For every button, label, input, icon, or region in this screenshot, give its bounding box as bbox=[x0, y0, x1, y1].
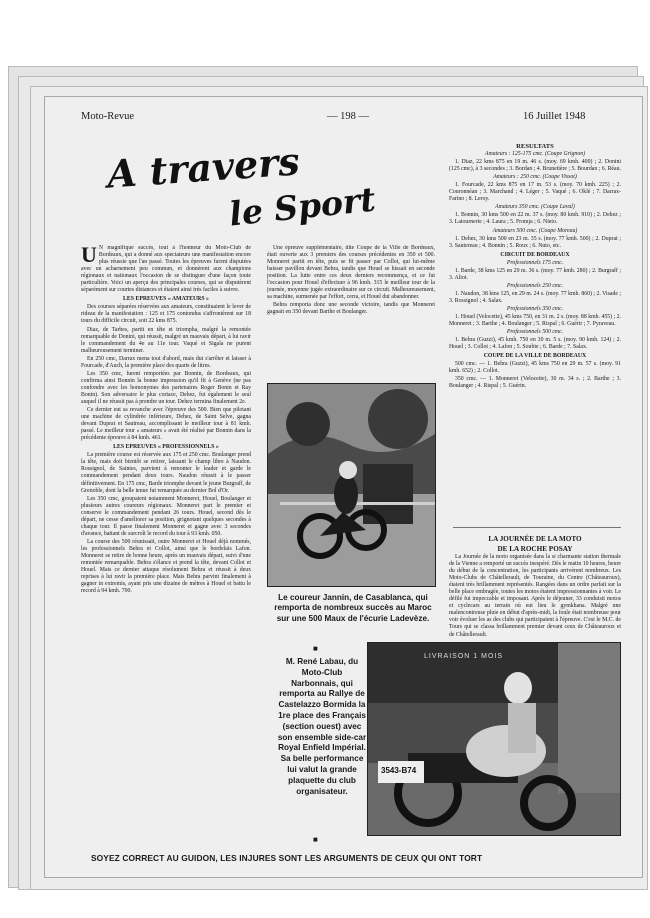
paragraph: Une épreuve supplémentaire, dite Coupe de la Ville de Bordeaux, était ouverte aux 3 premiers des courses précédentes en 350 et 500. Monneret partit en tête, puis se fit passer par Collot, qui lui-même baisser pavillon devant Behra, tandis que Houel se hissait en seconde position. La lutte entre ces deux derniers recommença, et ce fut l'occasion pour Houel d'effectuer à 96 kmh. 315 le meilleur tour de la journée, moyenne jugée extraordinaire sur ce circuit. Malheureusement, sa machine, surmenée par l'effort, cerra, et Houel dut abandonner. bbox=[267, 245, 435, 301]
results-line: 1. Barde, 38 kms 125 en 29 m. 36 s. (moy. 77 kmh. 280) ; 2. Burgraff ; 3. Aliot. bbox=[449, 267, 621, 281]
page-number: — 198 — bbox=[327, 111, 369, 122]
caption-bullet-end: ■ bbox=[313, 835, 318, 844]
results-title: RESULTATS bbox=[516, 143, 554, 150]
results-category: Professionnels 250 cmc. bbox=[506, 282, 564, 289]
sidecar-photo-caption: M. René Labau, du Moto-Club Narbonnais, qui remporta au Rallye de Castelazzo Bormida la 1re place des Français (section ouest) avec son ensemble side-car Royal Enfield Impérial. Sa belle performance lui valut la grande plaquette du club organisateur. bbox=[277, 657, 367, 796]
results-line: 350 cmc. — 1. Monneret (Velocette), 30 m. 34 s. ; 2. Barthe ; 3. Boulanger ; 4. Rispal ; 5. Guérin. bbox=[449, 376, 621, 390]
results-section-heading: COUPE DE LA VILLE DE BORDEAUX bbox=[483, 353, 587, 360]
results-line: 1. Fourcade, 22 kms 875 en 17 m. 53 s. (moy. 70 kmh. 225) ; 2. Couronnéan ; 3. Marchand ; 4. Léger ; 5. Vaqué ; 6. Oklé ; 7. Darrax-Farino ; 8. Leroy. bbox=[449, 182, 621, 203]
paragraph: Les 350 cmc, furent remportées par Bonnin, de Bordeaux, qui confirma ainsi Bonnin la bonne impression qu'il fit à Genève (ne pas confondre avec les homonymes des partenaires Roger Bonin et Ray Bonin). Son adversaire le plus coriace, Dehez, fut également le seul auquel il ne réussit pas à prendre un tour. Dehez termina finalement 2e. bbox=[81, 370, 251, 405]
results-category: Professionnels 175 cmc. bbox=[506, 259, 564, 266]
paragraph: En 250 cmc, Darrax mena tout d'abord, mais dut s'arrêter et laisser à Fourcade, d'Auch, la première place des quarts de litres. bbox=[81, 355, 251, 369]
results-line: 1. Dehez, 30 kms 500 en 23 m. 35 s. (moy. 77 kmh. 500) ; 2. Duprat ; 3. Sautereau ; 4. Bonnin ; 5. Roux ; 6. Nuto, etc. bbox=[449, 235, 621, 249]
paragraph: Behra remporta donc une seconde victoire, tandis que Monneret gagnait en 350 devant Barthe et Boulanger. bbox=[267, 302, 435, 316]
drop-cap: U bbox=[81, 245, 97, 267]
posay-title-1: LA JOURNÉE DE LA MOTO bbox=[488, 535, 582, 543]
results-category: Amateurs 350 cmc. (Coupe Laval) bbox=[495, 204, 575, 211]
results-line: 1. Diaz, 22 kms 875 en 19 m. 46 s. (moy. 69 kmh. 400) ; 2. Donini (125 cmc), à 3 secondes ; 3. Bordan ; 4. Brunetière ; 5. Bourdan ; 6. Réau. bbox=[449, 159, 621, 173]
heading-amateurs: LES EPREUVES « AMATEURS » bbox=[123, 296, 209, 303]
racer-photo-image bbox=[268, 384, 435, 586]
paragraph: La première course est réservée aux 175 et 250 cmc. Boulanger prend la tête, mais doit bientôt se retirer, laissant le champ libre à Naudon. Rossignol, de Saintes, parvient à remonter le leader et garde le commandement pendant deux tours. Naudon réussit à le passer définitivement. En 175 cmc, Barde triomphe devant le jeune Burgraff, de Grenoble, dont la belle tenue fut remarquée au dernier Bol d'Or. bbox=[81, 452, 251, 494]
racer-photo-caption: Le coureur Jannin, de Casablanca, qui remporta de nombreux succès au Maroc sur une 500 Maux de l'écurie Ladevèze. bbox=[274, 593, 432, 623]
racer-photo bbox=[267, 383, 436, 587]
issue-date: 16 Juillet 1948 bbox=[523, 111, 586, 122]
caption-bullet: ■ bbox=[313, 644, 318, 653]
sidecar-photo bbox=[367, 642, 621, 836]
sidecar-photo-image bbox=[368, 643, 620, 835]
results-line: 1. Naudon, 38 kms 125, en 29 m. 24 s. (moy. 77 kmh. 860) ; 2. Visade ; 3. Rossignol ; 4. Salax. bbox=[449, 290, 621, 304]
magazine-page bbox=[44, 96, 643, 878]
paragraph: Les 350 cmc, groupaient notamment Monneret, Houel, Boulanger et plusieurs autres coureurs régionaux. Monneret part le premier et conserve le commandement pendant 26 tours. Houel, second dès le départ, ne cesse d'améliorer sa position, grignotant quelques secondes à chaque tour. Il passe finalement Monneret et gagne avec 3 secondes d'avance, battant de surcroît le record du tour à 93 kmh. 050. bbox=[81, 495, 251, 537]
results-line: 1. Bonnin, 30 kms 500 en 22 m. 37 s. (moy. 80 kmh. 910) ; 2. Dehez ; 3. Latournerie ; 4. Laura ; 5. Fromja ; 6. Nieto. bbox=[449, 212, 621, 226]
publication-name: Moto-Revue bbox=[81, 111, 135, 122]
results-line: 1. Behra (Guzzi), 45 kmh. 750 en 30 m. 5 s. (moy. 90 kmh. 124) ; 2. Houel ; 3. Collot ; 4. Lafon ; 5. Soubie ; 6. Barde ; 7. Salax. bbox=[449, 337, 621, 351]
title-line-1: A travers bbox=[105, 138, 301, 197]
paragraph: Diaz, de Tarbes, partit en tête et triompha, malgré la remontée remarquable de Donini, qui réussit, malgré un mauvais départ, à lui ravir le commandement du 4e au 11e tour. Vaqué et Sigala ne purent malheureusement terminer. bbox=[81, 326, 251, 354]
results-category: Amateurs : 125-175 cmc. (Coupe Grignon) bbox=[484, 151, 586, 158]
posay-title-2: DE LA ROCHE POSAY bbox=[497, 544, 573, 553]
left-column bbox=[81, 245, 251, 847]
results-category: Amateurs : 250 cmc. (Coupe Vissot) bbox=[493, 174, 577, 181]
title-line-2: le Sport bbox=[227, 179, 378, 234]
middle-column bbox=[267, 245, 435, 375]
results-line: 1. Houel (Velocette), 45 kms 750, en 31 m. 2 s. (moy. 88 kmh. 455) ; 2. Monneret ; 3. Barthe ; 4. Boulanger ; 5. Rispal ; 6. Guérir ; 7. Pyraveau. bbox=[449, 314, 621, 328]
section-title bbox=[107, 139, 427, 235]
results-section-heading: CIRCUIT DE BORDEAUX bbox=[500, 251, 570, 258]
shop-sign: LIVRAISON 1 MOIS bbox=[424, 653, 504, 660]
results-category: Amateurs 500 cmc. (Coupe Moreau) bbox=[492, 227, 578, 234]
license-plate: 3543-B74 bbox=[381, 766, 417, 775]
paragraph: La course des 500 réunissait, outre Monneret et Houel déjà nommés, les professionnels Behra et Collot, ainsi que le bordelais Lafon. Monneret se retire de bonne heure, après un mauvais départ, suivi d'une remontée remarquable. Behra s'élance et prend la tête, devant Collot et Houel. Mais ce dernier attaque résolument Behra et réussit à deux reprises à lui ravir la première place. Mais Behra parvint finalement à gagner in extremis, ayant pris une dizaine de mètres à Houel et battu le record à 94 kmh. 700. bbox=[81, 538, 251, 595]
results-category: Professionnels 500 cmc. bbox=[506, 329, 564, 336]
paragraph: Ce dernier eut sa revanche avec l'épreuve des 500. Bien que pilotant une machine de cylindrée inférieure, Dehez, de Saint Selve, gagna devant Duprat et Sautreau, accomplissant le meilleur tour à 81 kmh. passé. Le meilleur tour « amateurs » avait été réalisé par Bonnin dans la précédente épreuve à 84 kmh. 461. bbox=[81, 407, 251, 442]
heading-professionnels: LES EPREUVES « PROFESSIONNELS » bbox=[113, 444, 219, 451]
section-divider bbox=[453, 527, 621, 528]
footer-slogan: SOYEZ CORRECT AU GUIDON, LES INJURES SONT LES ARGUMENTS DE CEUX QUI ONT TORT bbox=[91, 853, 483, 863]
results-category: Professionnels 350 cmc. bbox=[506, 305, 564, 312]
intro-paragraph: N magnifique succès, tout à l'honneur du Moto-Club de Bordeaux, qui a donné aux spectateurs une manifestation encore plus réussie que l'an passé. Toutes les épreuves furent disputées avec un acharnement peu commun, et donnèrent aux champions régionaux et nationaux l'occasion de se distinguer d'une façon toute particulière. Voici un aperçu des principales courses, qui se disputèrent séparément sur courtes distances et étaient ainsi très faciles à suivre. bbox=[81, 245, 251, 294]
posay-paragraph: La Journée de la moto organisée dans la si charmante station thermale de la Vienne a remporté un succès inespéré. Dès le matin 10 heures, heure du début de la concentration, les participants arrivèrent nombreux. Les Moto-Clubs de Châtellerault, de Touraine, du Centre (Châteauroux), étaient très brillamment représentés. Rangées dans un ordre parfait sur la belle place ombragée, toutes les motos étaient impressionnantes à voir. Le défilé fut impeccable et imposant. Après le déjeuner, 33 conduisit motos et cyclecars au terrain où eut lieu le gymkhana. Malgré une malencontreuse pluie en début d'après-midi, la foule était nombreuse pour voir évoluer les as des clubs qui participaient à l'épreuve. C'est le M.C. de Tours qui se classa brillamment premier devant ceux de Châteauroux et de Châtellerault. bbox=[449, 554, 621, 638]
paragraph: Des courses séparées réservées aux amateurs, constituaient le lever de rideau de la manifestation : 125 et 175 contondus s'affrontèrent sur 18 tours du difficile circuit, soit 22 kms 875. bbox=[81, 304, 251, 325]
results-line: 500 cmc. — 1. Behra (Guzzi), 45 kms 750 en 29 m. 57 s. (moy. 91 kmh. 652) ; 2. Collot. bbox=[449, 361, 621, 375]
posay-column bbox=[449, 533, 621, 645]
results-column bbox=[449, 141, 621, 521]
